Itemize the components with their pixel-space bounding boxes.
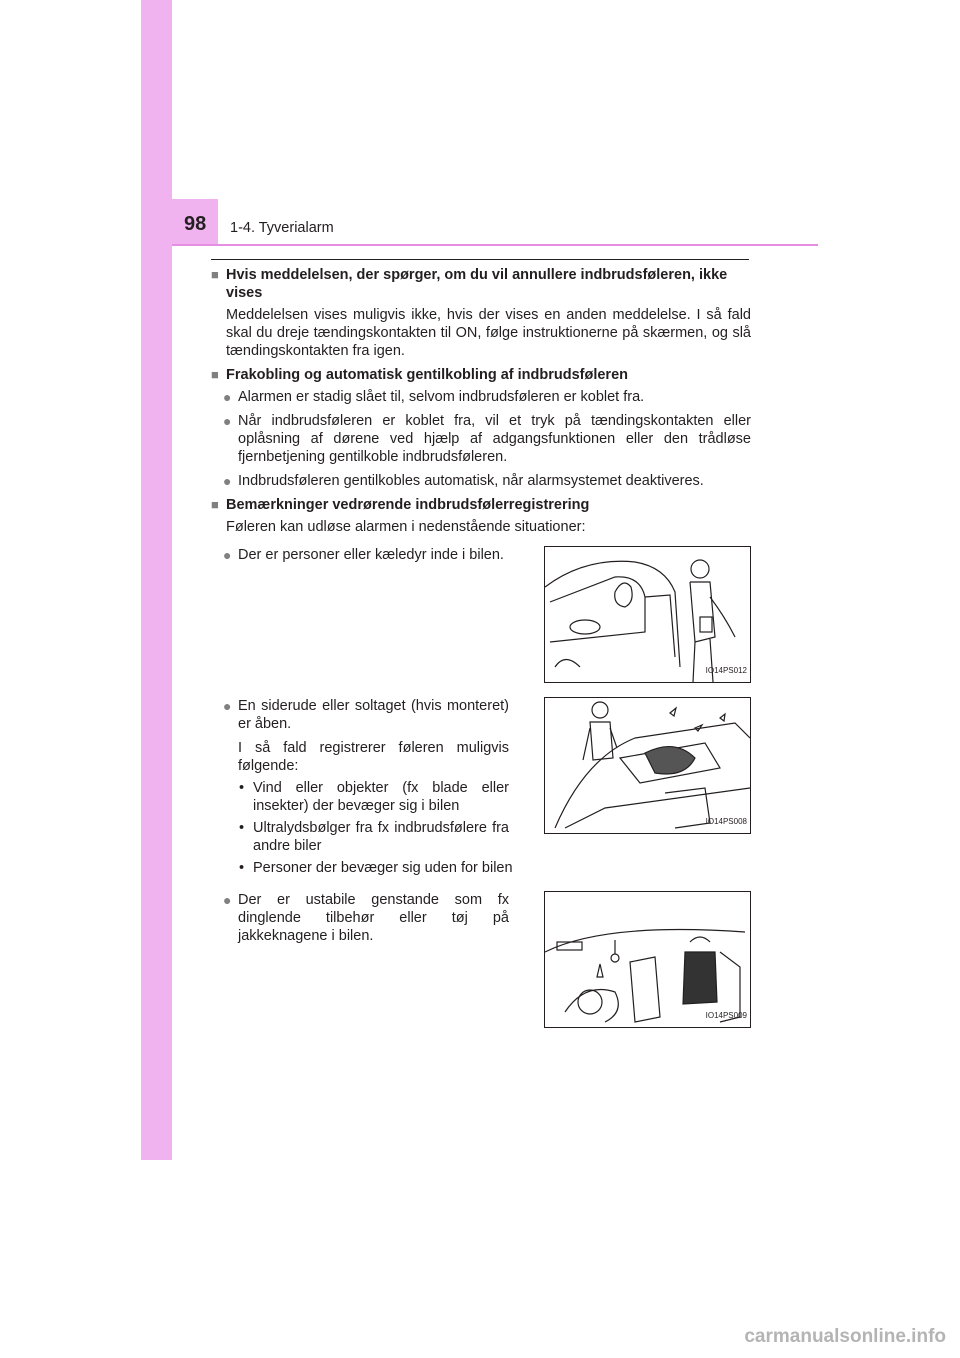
content-rule xyxy=(211,259,749,260)
figure-open-sunroof xyxy=(544,697,751,834)
list-item: ● Der er ustabile genstande som fx dinglende tilbehør eller tøj på jakkeknagene i bilen. xyxy=(223,892,509,944)
figure-code: IO14PS009 xyxy=(705,1011,747,1020)
list-item: ● Indbrudsføleren gentilkobles automatisk, når alarmsystemet deaktiveres. xyxy=(223,473,704,489)
list-item: ● Alarmen er stadig slået til, selvom indbrudsføleren er koblet fra. xyxy=(223,389,645,405)
square-bullet-icon: ■ xyxy=(211,497,219,512)
list-item: ● Når indbrudsføleren er koblet fra, vil et tryk på tændingskontakten eller oplåsning af dørene ved hjælp af adgangsfunktionen eller den trådløse fjernbetjening gentilkoble indbrudsføleren. xyxy=(223,413,751,465)
chapter-sidebar-tab xyxy=(141,0,172,1160)
situation-note: I så fald registrerer føleren muligvis følgende: xyxy=(238,740,509,774)
list-item: ● En siderude eller soltaget (hvis monteret) er åben. xyxy=(223,698,509,732)
round-bullet-icon: ● xyxy=(223,413,232,429)
situation-row xyxy=(211,697,751,877)
section-heading: ■ Bemærkninger vedrørende indbrudsfølerregistrering xyxy=(211,497,590,513)
sub-list-item: • Ultralydsbølger fra fx indbrudsfølere fra andre biler xyxy=(239,820,509,854)
section-heading: ■ Frakobling og automatisk gentilkobling af indbrudsføleren xyxy=(211,367,628,383)
round-bullet-icon: ● xyxy=(223,473,232,489)
square-bullet-icon: ■ xyxy=(211,267,219,282)
section-heading: ■ Hvis meddelelsen, der spørger, om du vil annullere indbrudsføleren, ikke vises xyxy=(211,267,728,301)
section-body: Føleren kan udløse alarmen i nedenstående situationer: xyxy=(226,519,586,535)
sub-list-item: • Vind eller objekter (fx blade eller insekter) der bevæger sig i bilen xyxy=(239,780,509,814)
figure-hanging-items xyxy=(544,891,751,1028)
header-divider xyxy=(172,244,818,246)
watermark: carmanualsonline.info xyxy=(744,1326,946,1347)
section-title: 1-4. Tyverialarm xyxy=(230,220,334,236)
section-body: Meddelelsen vises muligvis ikke, hvis der vises en anden meddelelse. I så fald skal du dreje tændingskontakten til ON, følge instruktionerne på skærmen, og slå tændingskontakten fra igen. xyxy=(226,307,751,359)
round-bullet-icon: ● xyxy=(223,698,232,714)
page-content xyxy=(211,266,751,1042)
round-bullet-icon: ● xyxy=(223,547,232,563)
round-bullet-icon: ● xyxy=(223,389,232,405)
sub-list-item: • Personer der bevæger sig uden for bilen xyxy=(239,860,513,876)
square-bullet-icon: ■ xyxy=(211,367,219,382)
figure-code: IO14PS012 xyxy=(705,666,747,675)
page-number: 98 xyxy=(184,213,207,235)
situation-row xyxy=(211,546,751,683)
round-bullet-icon: ● xyxy=(223,892,232,908)
figure-pet-in-car xyxy=(544,546,751,683)
list-item: ● Der er personer eller kæledyr inde i bilen. xyxy=(223,547,504,563)
figure-code: IO14PS008 xyxy=(705,817,747,826)
situation-row xyxy=(211,891,751,1028)
